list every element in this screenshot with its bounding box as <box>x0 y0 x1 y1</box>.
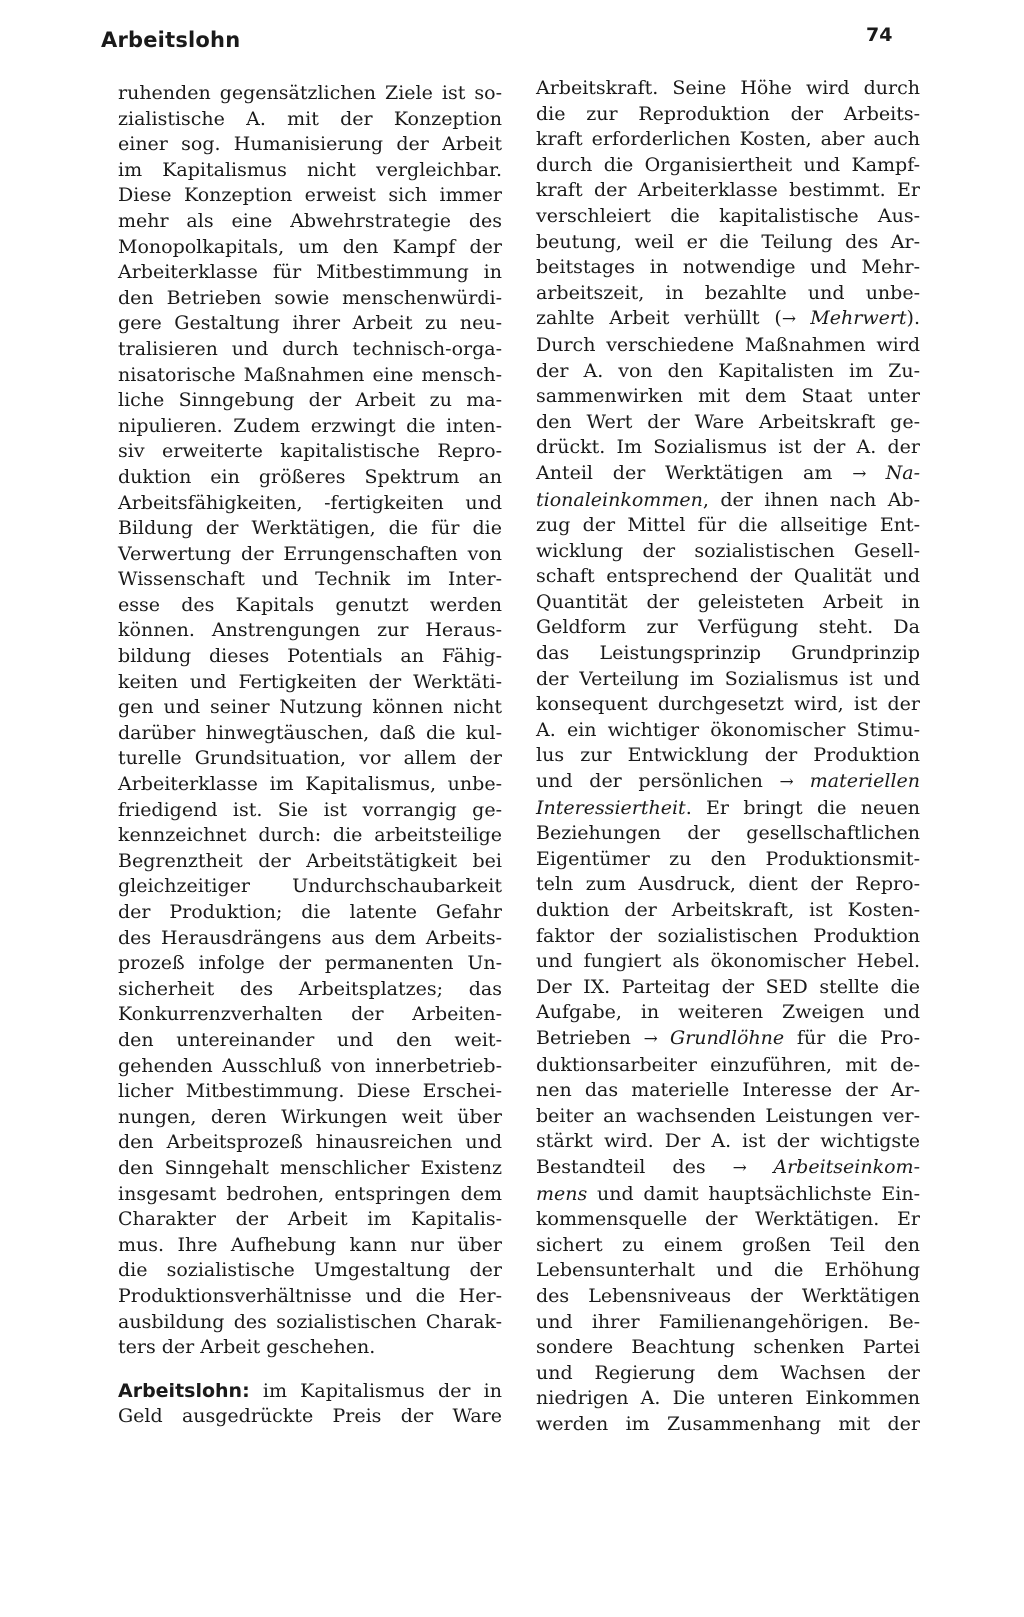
text-line: des Lebensniveaus der Werktätigen <box>536 1284 920 1307</box>
cross-reference-arbeitseinkommen-cont[interactable]: mens <box>536 1182 588 1205</box>
text-line: Quantität der geleisteten Arbeit in <box>536 590 920 613</box>
page-number: 74 <box>866 24 893 46</box>
text-line: duktion ein größeres Spektrum an <box>118 465 502 488</box>
entry-text: im Kapitalismus der in <box>249 1379 502 1402</box>
text-line: gen und seiner Nutzung können nicht <box>118 696 502 719</box>
text-line: Interessiertheit. Er bringt die neuen <box>536 796 920 819</box>
right-column <box>536 76 920 1437</box>
text-line: Beziehungen der gesellschaftlichen <box>536 822 920 845</box>
text-line: des Herausdrängens aus dem Arbeits- <box>118 926 502 949</box>
text-line: einer sog. Humanisierung der Arbeit <box>118 133 502 156</box>
text-line: kraft der Arbeiterklasse bestimmt. Er <box>536 179 920 202</box>
text-line: Arbeitskraft. Seine Höhe wird durch <box>536 77 920 99</box>
text-line: Anteil der Werktätigen am → Na- <box>536 461 920 484</box>
text-line: Lebensunterhalt und die Erhöhung <box>536 1259 920 1282</box>
cross-reference-arbeitseinkommen[interactable]: Arbeitseinkom- <box>773 1155 920 1178</box>
text-line: durch die Organisiertheit und Kampf- <box>536 153 920 176</box>
entry-heading-line <box>118 1379 502 1405</box>
cross-reference-nationaleinkommen-cont[interactable]: tionaleinkommen <box>536 488 703 511</box>
text-line: können. Anstrengungen zur Heraus- <box>118 619 502 642</box>
text-line: und ihrer Familienangehörigen. Be- <box>536 1310 920 1333</box>
text-line: friedigend ist. Sie ist vorrangig ge- <box>118 798 502 821</box>
text-line: wicklung der sozialistischen Gesell- <box>536 539 920 562</box>
text-line: die zur Reproduktion der Arbeits- <box>536 102 920 125</box>
text-line: nen das materielle Interesse der Ar- <box>536 1079 920 1102</box>
text-line: liche Sinngebung der Arbeit zu ma- <box>118 389 502 412</box>
text-line: konsequent durchgesetzt wird, ist der <box>536 693 920 716</box>
text-line: ausbildung des sozialistischen Charak- <box>118 1310 502 1333</box>
text-line: nisatorische Maßnahmen eine mensch- <box>118 363 502 386</box>
text-line: die sozialistische Umgestaltung der <box>118 1259 502 1282</box>
text-line: Eigentümer zu den Produktionsmit- <box>536 847 920 870</box>
text-line: Geld ausgedrückte Preis der Ware <box>118 1405 502 1428</box>
text-line: nipulieren. Zudem erzwingt die inten- <box>118 414 502 437</box>
text-line: Monopolkapitals, um den Kampf der <box>118 235 502 258</box>
text-line: zialistische A. mit der Konzeption <box>118 107 502 130</box>
text-line: Bestandteil des → Arbeitseinkom- <box>536 1155 920 1178</box>
text-line: insgesamt bedrohen, entspringen dem <box>118 1182 502 1205</box>
cross-reference-materielle-interessiertheit[interactable]: materiellen <box>809 770 920 793</box>
text-line: Arbeitsfähigkeiten, -fertigkeiten und <box>118 491 502 514</box>
text-line: tionaleinkommen, der ihnen nach Ab- <box>536 488 920 511</box>
text-line: gleichzeitiger Undurchschaubarkeit <box>118 875 502 898</box>
text-line: sondere Beachtung schenken Partei <box>536 1336 920 1359</box>
text-line: Der IX. Parteitag der SED stellte die <box>536 975 920 998</box>
text-line: das Leistungsprinzip Grundprinzip <box>536 642 920 665</box>
cross-reference-arrow-icon: → <box>852 463 886 484</box>
running-head: Arbeitslohn <box>101 28 241 52</box>
text-line: und Regierung dem Wachsen der <box>536 1361 920 1384</box>
text-line: im Kapitalismus nicht vergleichbar. <box>118 158 502 181</box>
text-line: den untereinander und den weit- <box>118 1028 502 1051</box>
text-line: zug der Mittel für die allseitige Ent- <box>536 514 920 537</box>
text-line: Arbeiterklasse im Kapitalismus, unbe- <box>118 773 502 796</box>
text-line: werden im Zusammenhang mit der <box>536 1412 920 1435</box>
cross-reference-arrow-icon: → <box>779 772 810 793</box>
text-line: Durch verschiedene Maßnahmen wird <box>536 333 920 356</box>
text-line: arbeitszeit, in bezahlte und unbe- <box>536 281 920 304</box>
text-line: mens und damit hauptsächlichste Ein- <box>536 1182 920 1205</box>
cross-reference-interessiertheit-cont[interactable]: Interessiertheit <box>536 796 686 819</box>
text-line: beitstages in notwendige und Mehr- <box>536 256 920 279</box>
cross-reference-grundloehne[interactable]: Grundlöhne <box>670 1026 785 1049</box>
left-column <box>118 81 502 1430</box>
text-line: tralisieren und durch technisch-orga- <box>118 337 502 360</box>
text-line: A. ein wichtiger ökonomischer Stimu- <box>536 718 920 741</box>
text-line: Arbeiterklasse für Mitbestimmung in <box>118 261 502 284</box>
text-line: Charakter der Arbeit im Kapitalis- <box>118 1208 502 1231</box>
cross-reference-arrow-icon: → <box>781 309 811 330</box>
text-line: den Sinngehalt menschlicher Existenz <box>118 1156 502 1179</box>
text-line: sicherheit des Arbeitsplatzes; das <box>118 977 502 1000</box>
text-line: der Produktion; die latente Gefahr <box>118 901 502 923</box>
text-line: Konkurrenzverhalten der Arbeiten- <box>118 1003 502 1026</box>
text-line: Produktionsverhältnisse und die Her- <box>118 1284 502 1307</box>
text-line: und fungiert als ökonomischer Hebel. <box>536 950 920 973</box>
text-line: den Arbeitsprozeß hinausreichen und <box>118 1131 502 1154</box>
text-line: sichert zu einem großen Teil den <box>536 1233 920 1256</box>
text-line: den Betrieben sowie menschenwürdi- <box>118 286 502 309</box>
text-line: turelle Grundsituation, vor allem der <box>118 747 502 770</box>
text-line: teln zum Ausdruck, dient der Repro- <box>536 873 920 896</box>
text-line: und der persönlichen → materiellen <box>536 770 920 793</box>
text-line: gere Gestaltung ihrer Arbeit zu neu- <box>118 312 502 335</box>
text-line: ters der Arbeit geschehen. <box>118 1336 376 1359</box>
text-line: faktor der sozialistischen Produktion <box>536 924 920 947</box>
text-line: keiten und Fertigkeiten der Werktäti- <box>118 670 502 693</box>
text-line: sammenwirken mit dem Staat unter <box>536 385 920 408</box>
cross-reference-arrow-icon: → <box>732 1157 774 1178</box>
left-column-text <box>118 81 502 1361</box>
paragraph-gap <box>118 1361 502 1379</box>
cross-reference-mehrwert[interactable]: Mehrwert <box>810 307 907 330</box>
entry-keyword: Arbeitslohn: <box>118 1379 250 1402</box>
text-line: stärkt wird. Der A. ist der wichtigste <box>536 1130 920 1153</box>
text-line: mehr als eine Abwehrstrategie des <box>118 209 502 232</box>
text-line: Verwertung der Errungenschaften von <box>118 542 502 565</box>
text-line: duktionsarbeiter einzuführen, mit de- <box>536 1053 920 1076</box>
text-line: Diese Konzeption erweist sich immer <box>118 184 502 207</box>
text-line: drückt. Im Sozialismus ist der A. der <box>536 436 920 459</box>
text-line: der Verteilung im Sozialismus ist und <box>536 667 920 690</box>
text-line: ruhenden gegensätzlichen Ziele ist so- <box>118 82 502 104</box>
text-line: siv erweiterte kapitalistische Repro- <box>118 440 502 463</box>
text-line: kennzeichnet durch: die arbeitsteilige <box>118 824 502 847</box>
cross-reference-nationaleinkommen[interactable]: Na- <box>885 461 920 484</box>
text-line: licher Mitbestimmung. Diese Erschei- <box>118 1080 502 1103</box>
text-line: kraft erforderlichen Kosten, aber auch <box>536 128 920 151</box>
text-line: nungen, deren Wirkungen weit über <box>118 1105 502 1128</box>
text-line: zahlte Arbeit verhüllt (→ Mehrwert). <box>536 307 920 330</box>
text-line: Begrenztheit der Arbeitstätigkeit bei <box>118 849 502 872</box>
text-line: den Wert der Ware Arbeitskraft ge- <box>536 410 920 433</box>
text-line: lus zur Entwicklung der Produktion <box>536 744 920 767</box>
text-line: niedrigen A. Die unteren Einkommen <box>536 1387 920 1410</box>
text-line: bildung dieses Potentials an Fähig- <box>118 645 502 668</box>
text-line: mus. Ihre Aufhebung kann nur über <box>118 1233 502 1256</box>
text-line: Betrieben → Grundlöhne für die Pro- <box>536 1026 920 1049</box>
text-line: beutung, weil er die Teilung des Ar- <box>536 230 920 253</box>
cross-reference-arrow-icon: → <box>643 1028 671 1049</box>
text-line: prozeß infolge der permanenten Un- <box>118 952 502 975</box>
text-line: Wissenschaft und Technik im Inter- <box>118 568 502 591</box>
text-line: verschleiert die kapitalistische Aus- <box>536 204 920 227</box>
text-line: duktion der Arbeitskraft, ist Kosten- <box>536 899 920 921</box>
text-line: Geldform zur Verfügung steht. Da <box>536 616 920 639</box>
text-line: schaft entsprechend der Qualität und <box>536 565 920 588</box>
text-line: gehenden Ausschluß von innerbetrieb- <box>118 1054 502 1077</box>
text-line: der A. von den Kapitalisten im Zu- <box>536 359 920 382</box>
text-line: Aufgabe, in weiteren Zweigen und <box>536 1001 920 1024</box>
text-line: kommensquelle der Werktätigen. Er <box>536 1208 920 1231</box>
text-line: beiter an wachsenden Leistungen ver- <box>536 1104 920 1127</box>
text-line: Bildung der Werktätigen, die für die <box>118 517 502 540</box>
text-line: darüber hinwegtäuschen, daß die kul- <box>118 721 502 744</box>
text-line: esse des Kapitals genutzt werden <box>118 593 502 616</box>
